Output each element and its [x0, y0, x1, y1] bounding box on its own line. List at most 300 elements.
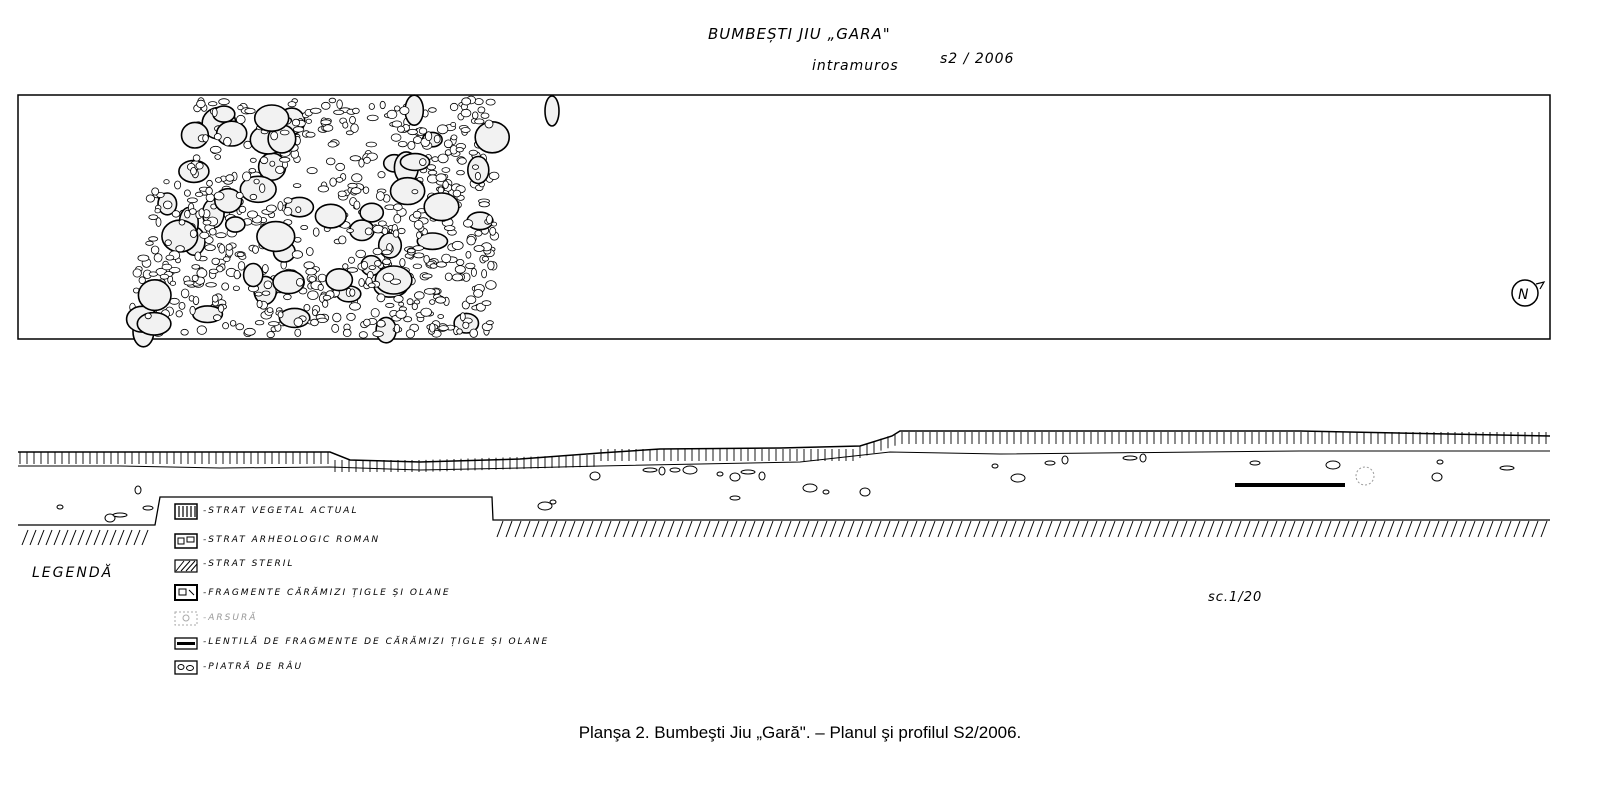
- stone: [318, 274, 326, 282]
- stone: [363, 187, 369, 194]
- stone: [288, 102, 296, 107]
- legend-label: -STRAT STERIL: [203, 559, 295, 569]
- stone: [364, 157, 371, 163]
- hatch-stroke: [893, 521, 899, 537]
- lens-icon: [175, 638, 197, 649]
- stone: [214, 192, 224, 200]
- stone: [176, 246, 185, 252]
- stone: [218, 305, 223, 312]
- stone: [223, 323, 229, 329]
- stone: [306, 268, 317, 275]
- stone: [181, 329, 188, 335]
- hatch-stroke: [551, 521, 557, 537]
- stone: [375, 261, 382, 267]
- hatch-stroke: [142, 530, 148, 545]
- stone: [377, 320, 385, 327]
- stone: [336, 163, 345, 170]
- stone: [200, 232, 209, 238]
- drawing-title: BUMBEȘTI JIU „GARA": [708, 25, 891, 43]
- stone: [138, 280, 171, 311]
- stone: [350, 116, 356, 123]
- stone: [262, 291, 270, 295]
- stone: [284, 207, 292, 215]
- stone: [318, 186, 328, 192]
- fragment: [1432, 473, 1442, 481]
- stone: [306, 119, 311, 123]
- stone: [313, 228, 319, 236]
- hatch-stroke: [632, 521, 638, 537]
- stone: [187, 198, 197, 203]
- hatch-stroke: [70, 530, 76, 545]
- stone: [369, 266, 376, 270]
- stone: [463, 322, 469, 328]
- stone: [394, 214, 401, 223]
- stone: [349, 257, 355, 263]
- stone: [255, 292, 262, 296]
- stone: [353, 108, 360, 113]
- stone: [472, 112, 478, 119]
- stone: [146, 195, 154, 202]
- fragment: [803, 484, 817, 492]
- stone: [452, 241, 463, 249]
- stone: [166, 255, 174, 260]
- stone: [474, 246, 484, 252]
- hatch-stroke: [731, 521, 737, 537]
- hatch-stroke: [118, 530, 124, 545]
- stone: [458, 158, 467, 165]
- stone: [278, 202, 283, 211]
- stone: [197, 326, 206, 335]
- hatch-stroke: [767, 521, 773, 537]
- fragment: [590, 472, 600, 480]
- hatch-stroke: [983, 521, 989, 537]
- stone: [364, 319, 371, 326]
- hatch-stroke: [78, 530, 84, 545]
- stone: [339, 236, 346, 244]
- hatch-stroke: [1172, 521, 1178, 537]
- hatch-stroke: [1325, 521, 1331, 537]
- stone: [394, 106, 400, 111]
- stone: [427, 165, 435, 170]
- stone: [244, 264, 263, 287]
- stone: [248, 211, 258, 218]
- stone: [400, 107, 409, 115]
- hatch-stroke: [22, 530, 28, 545]
- stone: [238, 105, 243, 109]
- hatch-stroke: [1010, 521, 1016, 537]
- hatch-stroke: [110, 530, 116, 545]
- hatch-stroke: [1487, 521, 1493, 537]
- hatch-stroke: [102, 530, 108, 545]
- stone: [469, 150, 477, 155]
- stone: [393, 230, 399, 237]
- hatch-stroke: [46, 530, 52, 545]
- legend-item-burn: [203, 613, 257, 623]
- drawing-subtitle: intramuros: [812, 58, 899, 74]
- stone: [179, 302, 185, 309]
- fragment: [670, 468, 680, 472]
- stone: [323, 300, 328, 307]
- river-stone-icon: [175, 661, 197, 674]
- stone: [368, 283, 375, 288]
- stone: [482, 257, 488, 262]
- stone: [457, 171, 465, 175]
- stone: [373, 248, 382, 255]
- stone: [307, 168, 317, 174]
- legend-swatches: [175, 504, 197, 674]
- hatch-stroke: [1235, 521, 1241, 537]
- stone: [160, 274, 168, 279]
- stone: [417, 232, 422, 239]
- hatch-stroke: [1505, 521, 1511, 537]
- stone: [398, 126, 405, 132]
- fragment: [741, 470, 755, 474]
- stone: [164, 180, 169, 184]
- stone: [217, 121, 247, 146]
- stone: [398, 141, 407, 146]
- stone: [406, 330, 414, 338]
- stone: [479, 202, 489, 207]
- hatch-stroke: [1379, 521, 1385, 537]
- stone: [249, 169, 256, 173]
- stone: [350, 303, 361, 311]
- burn-icon: [175, 612, 197, 625]
- vegetal-layer-base: [18, 451, 1550, 470]
- stone: [461, 109, 471, 117]
- stone: [380, 101, 385, 108]
- stone: [492, 222, 497, 226]
- hatch-stroke: [605, 521, 611, 537]
- stone: [293, 184, 301, 188]
- stone: [237, 252, 244, 256]
- stone: [137, 313, 171, 335]
- stone: [193, 297, 199, 305]
- hatch-stroke: [875, 521, 881, 537]
- hatch-stroke: [497, 521, 503, 537]
- hatch-stroke: [1127, 521, 1133, 537]
- stone: [343, 329, 351, 336]
- fragment: [759, 472, 765, 480]
- stone: [455, 266, 465, 274]
- stone: [451, 135, 457, 140]
- hatch-stroke: [1073, 521, 1079, 537]
- stone: [347, 268, 357, 273]
- stone: [203, 135, 209, 142]
- stone: [267, 308, 273, 313]
- hatch-stroke: [686, 521, 692, 537]
- stone: [394, 204, 403, 211]
- hatch-stroke: [722, 521, 728, 537]
- stone: [270, 161, 275, 166]
- stone: [369, 104, 374, 110]
- hatch-stroke: [1217, 521, 1223, 537]
- stone: [461, 128, 470, 133]
- hatch-stroke: [659, 521, 665, 537]
- stone: [352, 174, 362, 182]
- stone: [413, 264, 422, 269]
- stone: [424, 289, 435, 295]
- hatch-stroke: [794, 521, 800, 537]
- plan-view: [18, 95, 1550, 347]
- stone: [371, 309, 379, 318]
- stone: [293, 127, 303, 132]
- hatch-stroke: [1028, 521, 1034, 537]
- stone: [545, 96, 559, 126]
- hatch-stroke: [1046, 521, 1052, 537]
- stone: [414, 292, 424, 299]
- hatch-stroke: [704, 521, 710, 537]
- stone: [424, 255, 430, 263]
- hatch-stroke: [1496, 521, 1502, 537]
- hatch-stroke: [1253, 521, 1259, 537]
- stone: [330, 178, 337, 186]
- hatch-stroke: [1424, 521, 1430, 537]
- stone: [212, 108, 217, 116]
- stone: [250, 158, 256, 162]
- stone: [214, 134, 221, 140]
- hatch-stroke: [38, 530, 44, 545]
- hatch-stroke: [30, 530, 36, 545]
- stone: [338, 191, 346, 197]
- hatch-stroke: [1343, 521, 1349, 537]
- stone: [236, 115, 245, 123]
- hatch-stroke: [1064, 521, 1070, 537]
- legend-label: -PIATRĂ DE RÂU: [203, 662, 304, 672]
- stone: [460, 313, 465, 321]
- stone: [445, 273, 452, 281]
- stone: [452, 274, 463, 281]
- stone: [323, 295, 331, 300]
- stone: [280, 130, 289, 135]
- stone: [195, 192, 202, 196]
- stone: [383, 259, 391, 265]
- hatch-stroke: [1154, 521, 1160, 537]
- hatch-stroke: [1289, 521, 1295, 537]
- hatch-stroke: [668, 521, 674, 537]
- hatch-stroke: [1145, 521, 1151, 537]
- stone: [190, 306, 195, 314]
- hatch-stroke: [1460, 521, 1466, 537]
- stone: [179, 220, 185, 225]
- fragment: [1062, 456, 1068, 464]
- hatch-stroke: [1001, 521, 1007, 537]
- hatch-stroke: [929, 521, 935, 537]
- hatch-stroke: [1244, 521, 1250, 537]
- stone: [434, 135, 440, 143]
- stone: [197, 100, 206, 107]
- stone: [322, 102, 331, 109]
- stone: [436, 297, 446, 303]
- stone: [254, 179, 259, 184]
- stone: [391, 178, 425, 205]
- stone: [486, 281, 497, 290]
- stone: [215, 178, 221, 183]
- fragment: [717, 472, 723, 476]
- stone: [215, 155, 221, 160]
- stone: [451, 122, 456, 126]
- stone: [170, 281, 175, 285]
- hatch-stroke: [1298, 521, 1304, 537]
- fragment: [113, 513, 127, 517]
- stone: [367, 115, 378, 121]
- stone: [430, 323, 436, 332]
- fragment: [643, 468, 657, 472]
- stone: [244, 328, 255, 335]
- fragment: [730, 496, 740, 500]
- hatch-stroke: [911, 521, 917, 537]
- hatch-stroke: [1514, 521, 1520, 537]
- stone: [478, 107, 485, 113]
- hatch-stroke: [1388, 521, 1394, 537]
- stone: [154, 254, 162, 262]
- hatch-stroke: [1082, 521, 1088, 537]
- stone: [205, 245, 216, 251]
- stone: [306, 132, 315, 137]
- stone: [257, 300, 262, 307]
- hatch-stroke: [506, 521, 512, 537]
- stone: [382, 228, 388, 235]
- fragment: [1140, 454, 1146, 462]
- stone: [311, 319, 319, 326]
- stone: [408, 249, 416, 253]
- stone: [425, 132, 431, 141]
- hatch-stroke: [839, 521, 845, 537]
- fragment: [1011, 474, 1025, 482]
- hatch-stroke: [1415, 521, 1421, 537]
- stone: [197, 269, 207, 278]
- stone: [437, 262, 447, 267]
- stone: [429, 108, 437, 113]
- stone: [396, 310, 406, 318]
- stone: [442, 254, 451, 263]
- legend-item-roman: [203, 535, 380, 545]
- stone: [360, 203, 383, 222]
- hatch-stroke: [578, 521, 584, 537]
- stone: [193, 155, 200, 161]
- stone: [149, 237, 158, 241]
- stone: [315, 204, 346, 228]
- stone: [213, 315, 221, 321]
- stone: [223, 257, 230, 262]
- hatch-stroke: [542, 521, 548, 537]
- stone: [326, 269, 352, 291]
- stone: [260, 157, 267, 164]
- stone: [209, 229, 216, 236]
- stone: [196, 163, 203, 170]
- legend-item-steril: [203, 559, 294, 569]
- stone: [486, 321, 493, 325]
- stone: [414, 253, 424, 258]
- hatch-stroke: [533, 521, 539, 537]
- stone: [428, 170, 437, 175]
- fragment-lens: [1235, 483, 1345, 487]
- stone: [470, 329, 478, 337]
- stone: [243, 172, 251, 181]
- hatch-stroke: [1469, 521, 1475, 537]
- hatch-stroke: [1271, 521, 1277, 537]
- legend-label: -STRAT VEGETAL ACTUAL: [203, 506, 359, 516]
- hatch-stroke: [758, 521, 764, 537]
- stone: [457, 259, 464, 265]
- stone: [361, 261, 367, 269]
- stone: [184, 190, 190, 196]
- stone: [490, 227, 496, 235]
- hatch-stroke: [1037, 521, 1043, 537]
- stone: [351, 188, 361, 194]
- stone: [266, 205, 276, 212]
- stone: [481, 113, 489, 118]
- hatch-stroke: [1307, 521, 1313, 537]
- hatch-stroke: [857, 521, 863, 537]
- stone: [203, 220, 211, 225]
- hatch-stroke: [1190, 521, 1196, 537]
- ground-surface-line: [18, 431, 1550, 462]
- hatch-stroke: [54, 530, 60, 545]
- stone: [219, 244, 225, 253]
- stone: [212, 258, 220, 265]
- legend-item-river-stone: [203, 662, 303, 672]
- legend-item-vegetal: [203, 506, 358, 516]
- figure-caption: Planşa 2. Bumbeşti Jiu „Gară". – Planul şi profilul S2/2006.: [578, 723, 1022, 742]
- stone: [444, 226, 455, 231]
- hatch-stroke: [1055, 521, 1061, 537]
- stone: [466, 263, 475, 269]
- stone: [295, 329, 301, 336]
- stone: [284, 198, 292, 204]
- hatch-stroke: [650, 521, 656, 537]
- stone: [239, 206, 246, 212]
- hatch-stroke: [560, 521, 566, 537]
- stone: [472, 165, 478, 170]
- stone: [321, 120, 331, 125]
- stone: [475, 230, 482, 236]
- stone: [269, 322, 279, 326]
- stone: [185, 210, 191, 218]
- hatch-stroke: [992, 521, 998, 537]
- hatch-stroke: [974, 521, 980, 537]
- stone: [486, 99, 495, 105]
- fragment: [1437, 460, 1443, 464]
- stone: [424, 193, 459, 221]
- stone: [373, 331, 384, 337]
- hatch-stroke: [956, 521, 962, 537]
- hatch-stroke: [1334, 521, 1340, 537]
- hatch-stroke: [848, 521, 854, 537]
- hatch-stroke: [713, 521, 719, 537]
- stone: [296, 278, 303, 286]
- stone: [278, 312, 283, 318]
- stone: [328, 142, 337, 147]
- legend-title: LEGENDĂ: [32, 565, 114, 581]
- stone: [334, 110, 344, 114]
- hatch-stroke: [1109, 521, 1115, 537]
- stone: [436, 174, 446, 182]
- stone: [343, 122, 348, 128]
- hatch-icon: [175, 560, 197, 572]
- hatch-stroke: [740, 521, 746, 537]
- stone: [199, 209, 204, 217]
- stone: [233, 286, 239, 291]
- fragment: [1326, 461, 1340, 469]
- stone-cluster: [127, 95, 559, 347]
- stone: [260, 184, 265, 193]
- hatch-stroke: [785, 521, 791, 537]
- stone: [207, 180, 213, 186]
- hatch-stroke: [1451, 521, 1457, 537]
- stone: [432, 157, 439, 162]
- stone: [400, 259, 405, 267]
- fragment: [730, 473, 740, 481]
